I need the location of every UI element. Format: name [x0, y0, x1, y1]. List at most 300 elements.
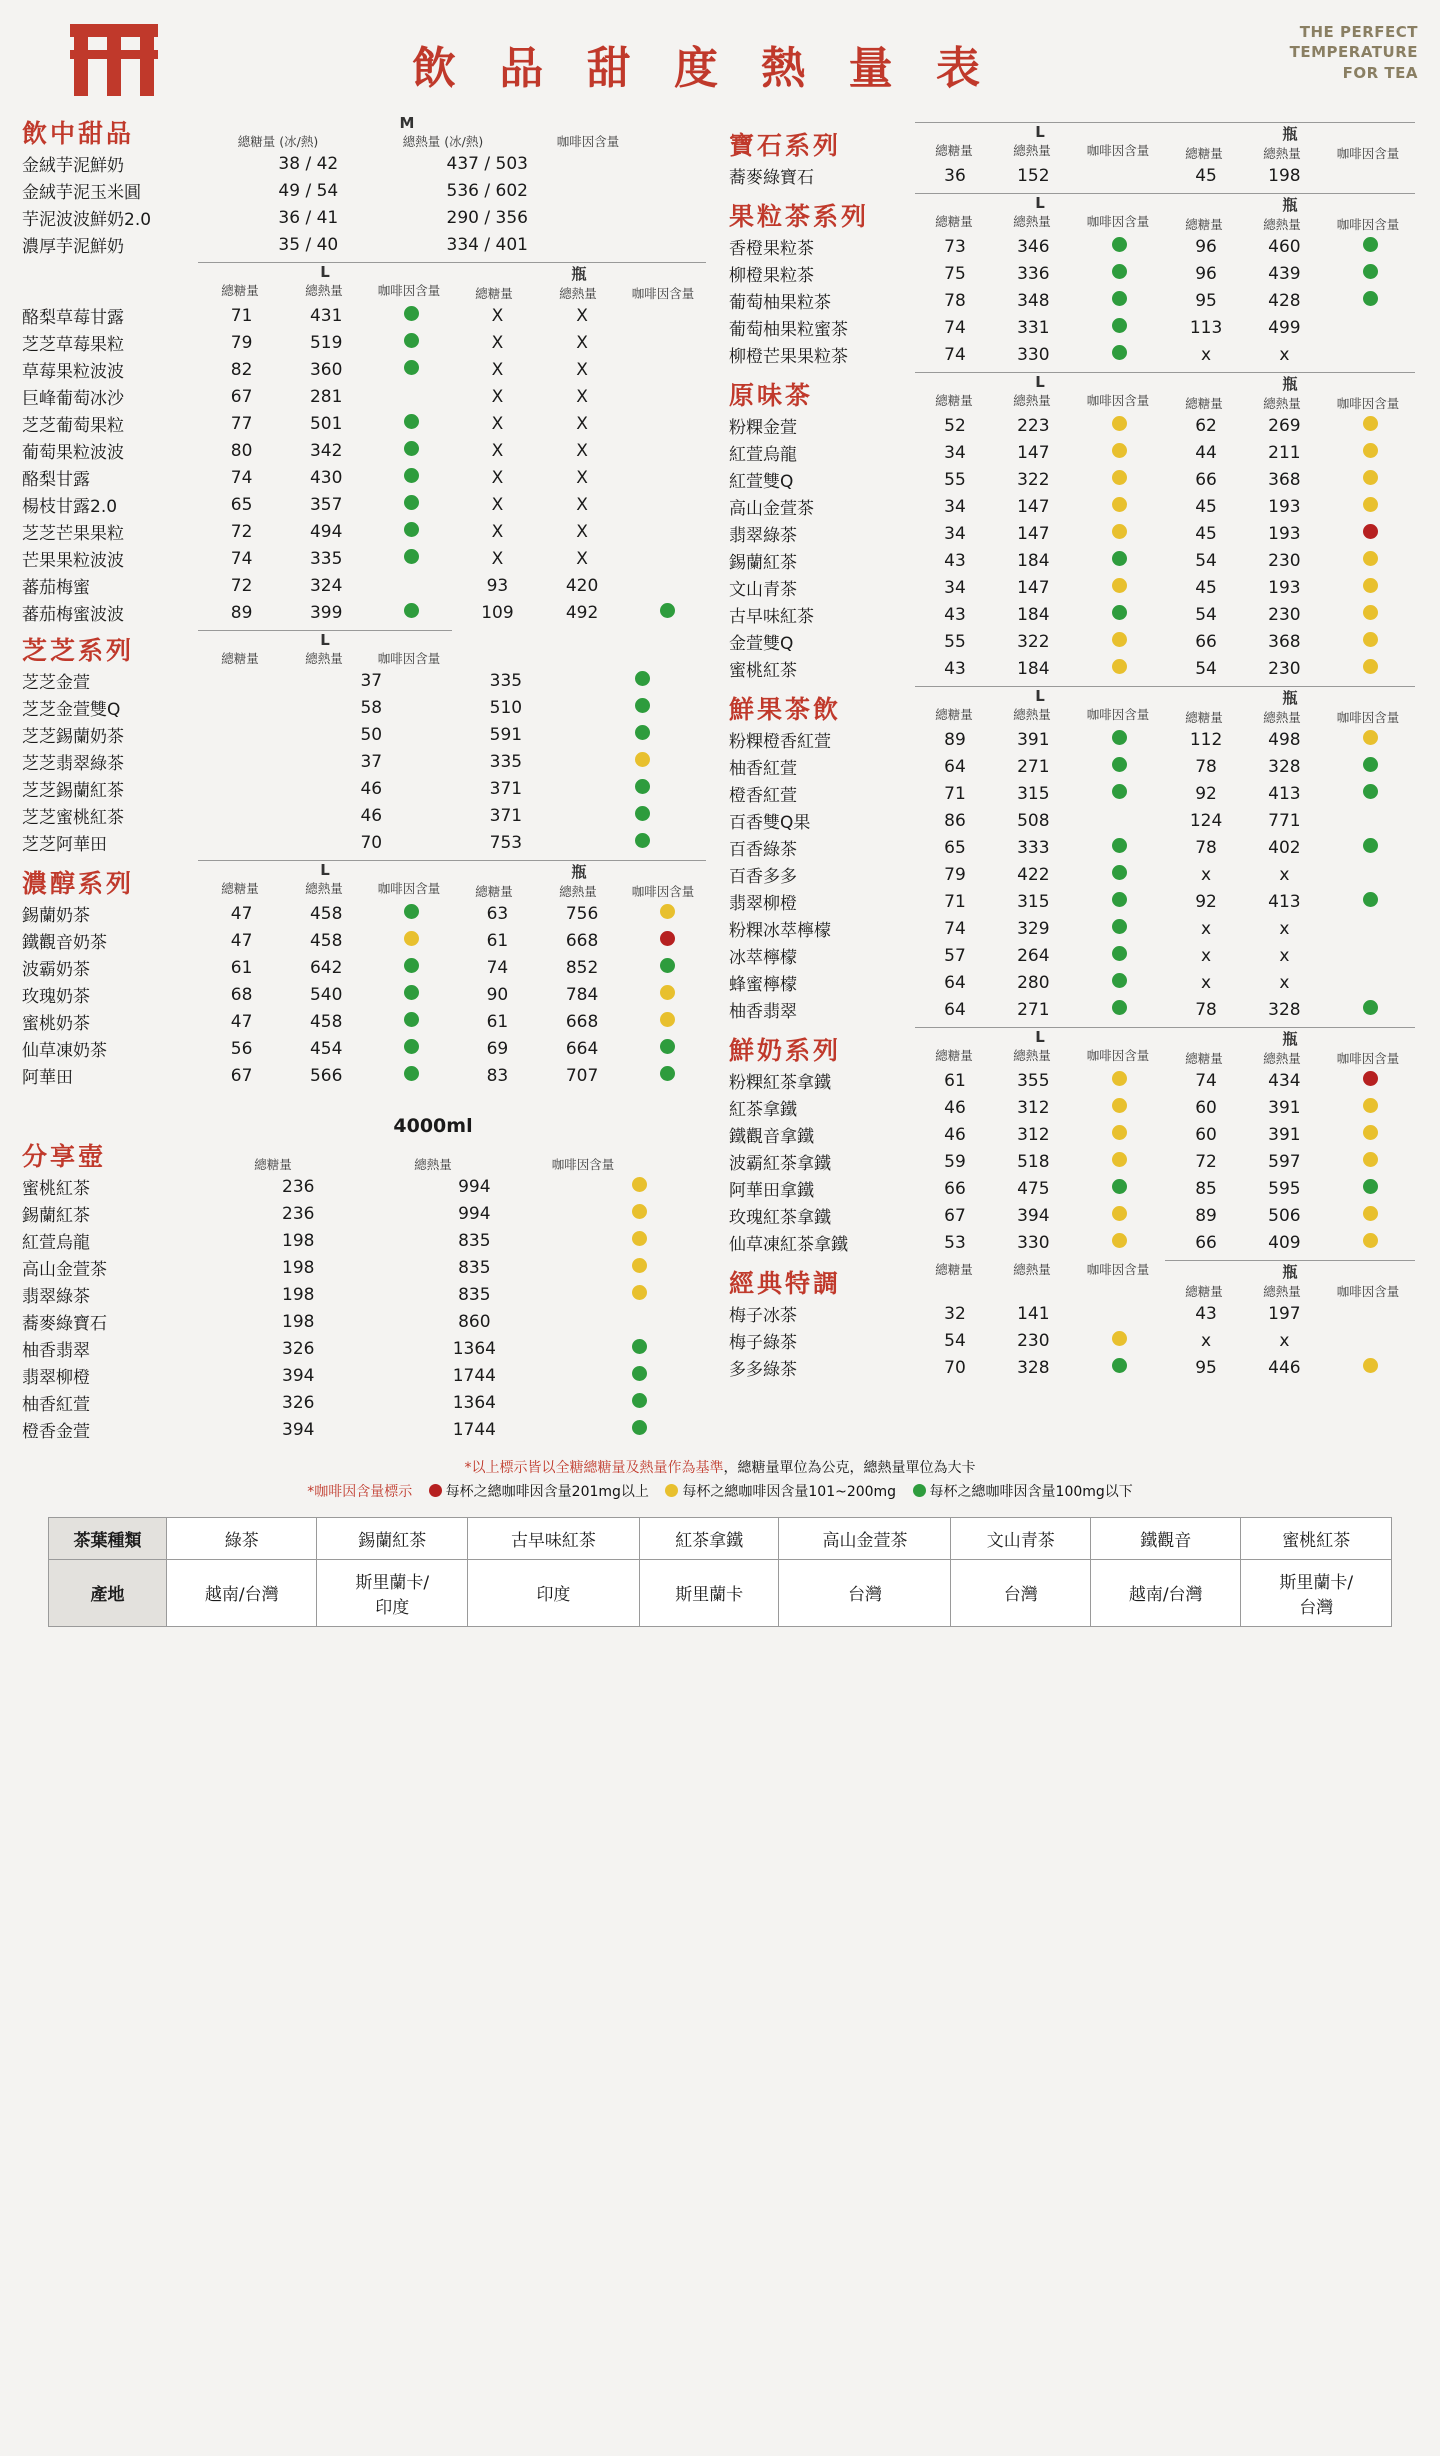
item-calories-bottle: 707 [565, 1065, 599, 1086]
item-calories-bottle: X [576, 305, 588, 326]
item-name: 蜜桃紅茶 [729, 661, 797, 681]
item-sugar: 34 [944, 496, 966, 517]
table-row [729, 628, 1418, 655]
item-caffeine-bottle [1324, 996, 1418, 1023]
item-sugar-bottle: X [491, 386, 504, 407]
table-row [729, 915, 1418, 942]
item-sugar-bottle: 60 [1195, 1097, 1217, 1118]
item-name: 蜂蜜檸檬 [729, 975, 797, 995]
item-sugar-bottle: 66 [1195, 469, 1217, 490]
item-caffeine [369, 383, 456, 410]
item-caffeine [568, 1308, 711, 1335]
item-name: 波霸奶茶 [22, 960, 90, 980]
brand-logo-icon [70, 24, 158, 102]
item-name: 柚香紅萱 [22, 1395, 90, 1415]
item-sugar: 198 [282, 1284, 315, 1305]
caffeine-dot-g [660, 1039, 675, 1054]
table-row [22, 927, 711, 954]
item-caffeine [1072, 547, 1166, 574]
item-name: 酪梨草莓甘露 [22, 308, 124, 328]
origin-place: 斯里蘭卡/ 台灣 [1241, 1559, 1392, 1626]
section-zhizhi [22, 630, 711, 856]
item-sugar-bottle: 45 [1195, 577, 1217, 598]
item-name: 芝芝葡萄果粒 [22, 416, 124, 436]
item-name: 酪梨甘露 [22, 470, 90, 490]
caffeine-dot-g [404, 495, 419, 510]
caffeine-dot-none [660, 387, 675, 402]
item-name: 紅萱雙Q [729, 472, 794, 492]
item-calories: 510 [489, 697, 523, 718]
item-caffeine-bottle [1324, 233, 1418, 260]
brand-tagline-line3: FOR TEA [1342, 63, 1418, 82]
table-row [22, 829, 711, 856]
caffeine-dot-g [1363, 264, 1378, 279]
table-row [22, 1389, 711, 1416]
table-row [729, 341, 1418, 368]
item-sugar-bottle: X [491, 548, 504, 569]
item-sugar-bottle: 45 [1195, 496, 1217, 517]
item-name: 芝芝金萱 [22, 673, 90, 693]
item-calories-bottle: 391 [1268, 1097, 1301, 1118]
header-sugar: 總糖量 [935, 214, 973, 229]
section-title: 分享壺 [22, 1142, 107, 1171]
caffeine-dot-y [1363, 605, 1378, 620]
footnote-2-label: *咖啡因含量標示 [307, 1483, 413, 1500]
item-sugar-bottle: X [491, 359, 504, 380]
item-calories: 271 [1017, 756, 1050, 777]
unit-4000ml: 4000ml [393, 1115, 473, 1137]
item-name: 楊枝甘露2.0 [22, 497, 118, 517]
caffeine-dot-g [1112, 946, 1127, 961]
item-calories: 330 [1017, 344, 1050, 365]
table-row [729, 1229, 1418, 1256]
table-rich [22, 900, 711, 1089]
item-caffeine [1072, 260, 1166, 287]
caffeine-dot-none [1363, 811, 1378, 826]
item-caffeine-bottle [1324, 314, 1418, 341]
item-sugar-bottle: 90 [486, 984, 509, 1005]
legend-yellow-icon [665, 1484, 678, 1497]
page-title: 飲 品 甜 度 熱 量 表 [412, 43, 994, 94]
item-caffeine [369, 954, 456, 981]
item-caffeine [1072, 341, 1166, 368]
item-name: 芝芝翡翠綠茶 [22, 754, 124, 774]
item-caffeine [577, 177, 711, 204]
table-row [22, 694, 711, 721]
item-name: 柚香紅萱 [729, 759, 797, 779]
header-cal: 總熱量 [1013, 393, 1051, 408]
caffeine-dot-g [404, 603, 419, 618]
caffeine-dot-g [1363, 1000, 1378, 1015]
table-row [22, 177, 711, 204]
item-name: 柚香翡翠 [22, 1341, 90, 1361]
item-calories-bottle: 784 [565, 984, 599, 1005]
caffeine-dot-y [1112, 632, 1127, 647]
caffeine-dot-none [1112, 1304, 1127, 1319]
item-calories: 357 [309, 494, 343, 515]
header-cal: 總熱量 [1013, 1262, 1051, 1277]
caffeine-dot-g [660, 603, 675, 618]
caffeine-dot-none [632, 1312, 647, 1327]
item-calories: 454 [309, 1038, 343, 1059]
item-sugar: 326 [282, 1392, 315, 1413]
caffeine-dot-none [660, 522, 675, 537]
table-row [729, 233, 1418, 260]
caffeine-dot-g [404, 333, 419, 348]
item-calories: 994 [458, 1176, 491, 1197]
caffeine-dot-none [1363, 318, 1378, 333]
brand-tagline [1188, 22, 1418, 83]
item-calories: 860 [458, 1311, 491, 1332]
item-caffeine [1072, 287, 1166, 314]
item-caffeine-bottle [1324, 1202, 1418, 1229]
caffeine-dot-y [1112, 1233, 1127, 1248]
item-sugar: 67 [230, 386, 253, 407]
item-caffeine [1072, 412, 1166, 439]
header-cal: 總熱量 [559, 286, 597, 301]
item-sugar: 67 [230, 1065, 253, 1086]
item-name: 蕎麥綠寶石 [22, 1314, 107, 1334]
item-caffeine [369, 1008, 456, 1035]
item-sugar-bottle: 93 [486, 575, 509, 596]
item-caffeine-bottle [624, 545, 711, 572]
item-caffeine [568, 1362, 711, 1389]
origin-place: 台灣 [779, 1559, 951, 1626]
caffeine-dot-none [1112, 166, 1127, 181]
caffeine-dot-none [636, 154, 651, 169]
section-drink-sweet [22, 114, 711, 258]
item-sugar: 58 [360, 697, 383, 718]
table-row [22, 302, 711, 329]
item-sugar-bottle: 78 [1195, 756, 1217, 777]
item-sugar: 72 [230, 575, 253, 596]
origin-tea-name: 錫蘭紅茶 [317, 1517, 467, 1559]
item-name: 葡萄果粒波波 [22, 443, 124, 463]
item-sugar: 65 [944, 837, 966, 858]
item-sugar: 71 [944, 891, 966, 912]
section-fresh-fruit [729, 686, 1418, 1023]
item-caffeine-bottle [624, 356, 711, 383]
item-caffeine [1072, 233, 1166, 260]
item-caffeine-bottle [1324, 753, 1418, 780]
item-calories: 230 [1017, 1330, 1050, 1351]
item-caffeine [1072, 1094, 1166, 1121]
item-sugar: 75 [944, 263, 966, 284]
caffeine-dot-none [660, 576, 675, 591]
item-caffeine-bottle [1324, 1327, 1418, 1354]
item-calories-bottle: 193 [1268, 523, 1301, 544]
item-name: 翡翠柳橙 [729, 894, 797, 914]
origin-place: 台灣 [951, 1559, 1091, 1626]
item-caffeine [573, 748, 711, 775]
caffeine-dot-g [635, 725, 650, 740]
item-calories-bottle: 368 [1268, 631, 1301, 652]
item-caffeine-bottle [1324, 1121, 1418, 1148]
item-name: 葡萄柚果粒蜜茶 [729, 320, 848, 340]
item-sugar: 46 [944, 1124, 966, 1145]
item-sugar-bottle: 112 [1189, 729, 1223, 750]
caffeine-dot-g [1112, 892, 1127, 907]
item-sugar: 89 [944, 729, 966, 750]
unit-bottle: 瓶 [1165, 193, 1415, 215]
item-calories: 333 [1017, 837, 1050, 858]
item-calories: 642 [309, 957, 343, 978]
item-sugar: 34 [944, 577, 966, 598]
item-sugar-bottle: 83 [486, 1065, 509, 1086]
item-calories-bottle: 391 [1268, 1124, 1301, 1145]
item-calories: 371 [489, 805, 523, 826]
item-name: 古早味紅茶 [729, 607, 814, 627]
item-caffeine [577, 150, 711, 177]
item-calories: 399 [309, 602, 343, 623]
item-calories: 322 [1017, 469, 1050, 490]
item-sugar: 46 [360, 805, 383, 826]
item-calories: 184 [1017, 550, 1050, 571]
item-sugar-bottle: 89 [1195, 1205, 1217, 1226]
header-sugar: 總糖量 [475, 884, 513, 899]
table-row [22, 599, 711, 626]
item-caffeine [577, 204, 711, 231]
table-row [22, 721, 711, 748]
item-caffeine [568, 1254, 711, 1281]
section-title: 寶石系列 [729, 131, 842, 160]
header-caffeine: 咖啡因含量 [1086, 214, 1150, 229]
unit-L: L [198, 860, 452, 879]
caffeine-dot-g [1112, 1179, 1127, 1194]
header-caffeine: 咖啡因含量 [556, 134, 620, 149]
item-name: 金萱雙Q [729, 634, 794, 654]
header-sugar: 總糖量 [1185, 1284, 1223, 1299]
item-calories: 264 [1017, 945, 1050, 966]
item-caffeine [369, 437, 456, 464]
item-caffeine-bottle [1324, 655, 1418, 682]
item-calories: 281 [309, 386, 343, 407]
header-cal: 總熱量 [559, 884, 597, 899]
item-name: 芝芝金萱雙Q [22, 700, 121, 720]
item-name: 波霸紅茶拿鐵 [729, 1154, 831, 1174]
item-calories-bottle: x [1279, 344, 1290, 365]
caffeine-dot-g [1363, 892, 1378, 907]
header-sugar: 總糖量 [935, 393, 973, 408]
caffeine-dot-y [1112, 1071, 1127, 1086]
item-name: 阿華田拿鐵 [729, 1181, 814, 1201]
table-row [22, 545, 711, 572]
header-cal: 總熱量 [1263, 146, 1301, 161]
unit-bottle: 瓶 [1165, 122, 1415, 144]
item-name: 蕎麥綠寶石 [729, 168, 814, 188]
table-fruit-slush [22, 302, 711, 626]
item-name: 翡翠綠茶 [729, 526, 797, 546]
header-cal: 總熱量 [414, 1157, 452, 1172]
header-caffeine: 咖啡因含量 [631, 884, 695, 899]
caffeine-dot-y [1112, 659, 1127, 674]
section-title: 飲中甜品 [22, 119, 135, 148]
item-caffeine [1072, 520, 1166, 547]
item-sugar: 236 [282, 1176, 315, 1197]
item-caffeine [1072, 915, 1166, 942]
caffeine-dot-g [1112, 318, 1127, 333]
item-caffeine [573, 721, 711, 748]
item-caffeine [568, 1335, 711, 1362]
item-calories-bottle: 230 [1268, 658, 1301, 679]
item-caffeine [369, 900, 456, 927]
table-row [729, 1094, 1418, 1121]
unit-bottle: 瓶 [1165, 1260, 1415, 1282]
item-calories-bottle: 409 [1268, 1232, 1301, 1253]
unit-L: L [915, 122, 1165, 141]
header-cal: 總熱量 [1013, 1048, 1051, 1063]
item-name: 芝芝芒果果粒 [22, 524, 124, 544]
caffeine-dot-g [404, 441, 419, 456]
item-calories-bottle: 446 [1268, 1357, 1301, 1378]
table-row [729, 1175, 1418, 1202]
item-sugar: 70 [360, 832, 383, 853]
header-cal: 總熱量 [1263, 1284, 1301, 1299]
caffeine-dot-none [660, 495, 675, 510]
item-caffeine [1072, 466, 1166, 493]
legend-red-label: 每杯之總咖啡因含量201mg以上 [445, 1483, 649, 1500]
table-row [22, 900, 711, 927]
item-name: 百香多多 [729, 867, 797, 887]
item-name: 粉粿冰萃檸檬 [729, 921, 831, 941]
caffeine-dot-y [1112, 416, 1127, 431]
item-sugar-bottle: 54 [1195, 658, 1217, 679]
caffeine-dot-y [1363, 1358, 1378, 1373]
item-name: 粉粿紅茶拿鐵 [729, 1073, 831, 1093]
legend-green-label: 每杯之總咖啡因含量100mg以下 [929, 1483, 1133, 1500]
table-row [22, 1416, 711, 1443]
item-sugar-bottle: X [491, 332, 504, 353]
item-sugar: 61 [944, 1070, 966, 1091]
item-caffeine-bottle [1324, 1300, 1418, 1327]
header-caffeine: 咖啡因含量 [1086, 143, 1150, 158]
caffeine-dot-y [1112, 578, 1127, 593]
item-name: 仙草凍奶茶 [22, 1041, 107, 1061]
item-caffeine-bottle [1324, 834, 1418, 861]
section-title: 鮮奶系列 [729, 1036, 842, 1065]
item-caffeine [1072, 574, 1166, 601]
item-caffeine-bottle [1324, 726, 1418, 753]
item-calories: 223 [1017, 415, 1050, 436]
item-calories-bottle: 193 [1268, 496, 1301, 517]
item-sugar-bottle: X [491, 305, 504, 326]
item-name: 橙香金萱 [22, 1422, 90, 1442]
table-row [22, 329, 711, 356]
header-sugar: 總糖量 [254, 1157, 292, 1172]
table-row [22, 1335, 711, 1362]
caffeine-dot-y [1363, 470, 1378, 485]
item-name: 仙草凍紅茶拿鐵 [729, 1235, 848, 1255]
table-zhizhi [22, 667, 711, 856]
item-calories: 431 [309, 305, 343, 326]
item-calories-bottle: 198 [1268, 165, 1301, 186]
header-sugar: 總糖量 [935, 143, 973, 158]
item-name: 芋泥波波鮮奶2.0 [22, 210, 152, 230]
item-calories-bottle: X [576, 521, 588, 542]
caffeine-dot-none [660, 360, 675, 375]
caffeine-dot-none [1363, 865, 1378, 880]
item-sugar: 43 [944, 550, 966, 571]
table-row [22, 491, 711, 518]
item-caffeine-bottle [624, 437, 711, 464]
item-sugar: 326 [282, 1338, 315, 1359]
item-caffeine-bottle [1324, 466, 1418, 493]
item-calories-bottle: X [576, 332, 588, 353]
item-caffeine-bottle [1324, 1094, 1418, 1121]
item-caffeine-bottle [1324, 861, 1418, 888]
caffeine-dot-g [1112, 919, 1127, 934]
item-name: 蜜桃紅茶 [22, 1179, 90, 1199]
header-caffeine: 咖啡因含量 [377, 651, 441, 666]
item-sugar: 64 [944, 756, 966, 777]
table-row [729, 996, 1418, 1023]
header-cal: 總熱量 [305, 283, 343, 298]
item-name: 阿華田 [22, 1068, 73, 1088]
origin-place: 斯里蘭卡 [639, 1559, 779, 1626]
item-caffeine-bottle [624, 900, 711, 927]
item-caffeine-bottle [1324, 628, 1418, 655]
item-caffeine [568, 1281, 711, 1308]
item-calories: 422 [1017, 864, 1050, 885]
item-sugar: 86 [944, 810, 966, 831]
caffeine-dot-none [636, 235, 651, 250]
item-sugar: 79 [944, 864, 966, 885]
section-title: 原味茶 [729, 381, 814, 410]
item-caffeine [1072, 314, 1166, 341]
caffeine-dot-g [1112, 605, 1127, 620]
caffeine-dot-y [1363, 443, 1378, 458]
table-row [729, 1327, 1418, 1354]
caffeine-dot-none [1363, 1304, 1378, 1319]
item-caffeine [369, 302, 456, 329]
item-caffeine [369, 1062, 456, 1089]
item-sugar: 198 [282, 1257, 315, 1278]
caffeine-dot-y [1112, 524, 1127, 539]
item-sugar-bottle: 92 [1195, 891, 1217, 912]
item-sugar: 57 [944, 945, 966, 966]
table-row [729, 493, 1418, 520]
item-calories: 994 [458, 1203, 491, 1224]
table-row [729, 726, 1418, 753]
item-caffeine [1072, 628, 1166, 655]
item-name: 錫蘭紅茶 [22, 1206, 90, 1226]
origin-place: 越南/台灣 [1090, 1559, 1240, 1626]
item-sugar: 50 [360, 724, 383, 745]
item-calories: 1744 [452, 1419, 496, 1440]
caffeine-dot-g [632, 1393, 647, 1408]
table-row [22, 1227, 711, 1254]
table-row [22, 464, 711, 491]
caffeine-dot-g [404, 306, 419, 321]
table-drink-sweet [22, 150, 711, 258]
item-calories-bottle: X [576, 467, 588, 488]
caffeine-dot-none [404, 387, 419, 402]
item-calories-bottle: 668 [565, 930, 599, 951]
item-calories-bottle: X [576, 440, 588, 461]
item-caffeine [1072, 753, 1166, 780]
item-caffeine [573, 829, 711, 856]
item-caffeine [1072, 807, 1166, 834]
caffeine-dot-g [1112, 1000, 1127, 1015]
caffeine-dot-none [660, 414, 675, 429]
item-caffeine [1072, 1067, 1166, 1094]
header-cal: 總熱量 [1263, 217, 1301, 232]
item-caffeine-bottle [1324, 807, 1418, 834]
item-calories-bottle: 193 [1268, 577, 1301, 598]
item-sugar-bottle: 61 [486, 930, 509, 951]
caffeine-dot-g [660, 1066, 675, 1081]
origin-tea-name: 紅茶拿鐵 [639, 1517, 779, 1559]
